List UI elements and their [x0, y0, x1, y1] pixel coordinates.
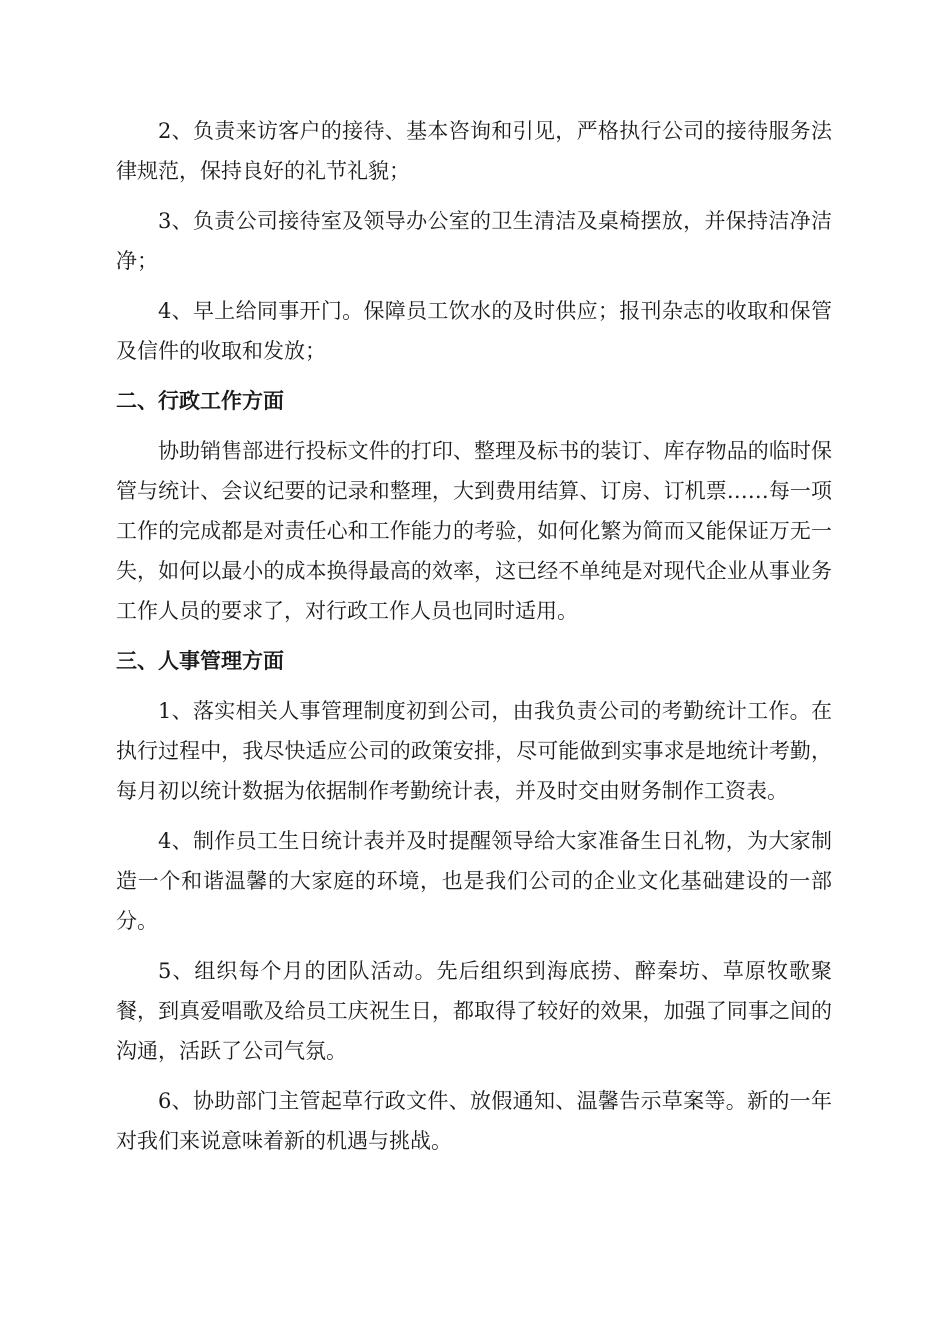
paragraph-office-cleaning: 3、负责公司接待室及领导办公室的卫生清洁及桌椅摆放，并保持洁净洁净； — [116, 209, 832, 273]
paragraph-drafting: 6、协助部门主管起草行政文件、放假通知、温馨告示草案等。新的一年对我们来说意味着新的机遇与挑战。 — [116, 1089, 832, 1153]
document-body — [116, 111, 832, 1171]
paragraph-reception-duties: 2、负责来访客户的接待、基本咨询和引见，严格执行公司的接待服务法律规范，保持良好的礼节礼貌； — [116, 119, 832, 183]
paragraph-daily-service: 4、早上给同事开门。保障员工饮水的及时供应；报刊杂志的收取和保管及信件的收取和发放； — [116, 299, 832, 363]
paragraph-team-activities: 5、组织每个月的团队活动。先后组织到海底捞、醉秦坊、草原牧歌聚餐，到真爱唱歌及给员工庆祝生日，都取得了较好的效果，加强了同事之间的沟通，活跃了公司气氛。 — [116, 959, 832, 1063]
paragraph-attendance: 1、落实相关人事管理制度初到公司，由我负责公司的考勤统计工作。在执行过程中，我尽快适应公司的政策安排，尽可能做到实事求是地统计考勤，每月初以统计数据为依据制作考勤统计表，并及时交由财务制作工资表。 — [116, 699, 832, 803]
section-heading-admin: 二、行政工作方面 — [116, 389, 284, 413]
section-heading-hr: 三、人事管理方面 — [116, 649, 284, 673]
paragraph-admin-work: 协助销售部进行投标文件的打印、整理及标书的装订、库存物品的临时保管与统计、会议纪要的记录和整理，大到费用结算、订房、订机票……每一项工作的完成都是对责任心和工作能力的考验，如何化繁为简而又能保证万无一失，如何以最小的成本换得最高的效率，这已经不单纯是对现代企业从事业务工作人员的要求了，对行政工作人员也同时适用。 — [116, 439, 832, 623]
paragraph-birthday: 4、制作员工生日统计表并及时提醒领导给大家准备生日礼物，为大家制造一个和谐温馨的大家庭的环境，也是我们公司的企业文化基础建设的一部分。 — [116, 829, 832, 933]
